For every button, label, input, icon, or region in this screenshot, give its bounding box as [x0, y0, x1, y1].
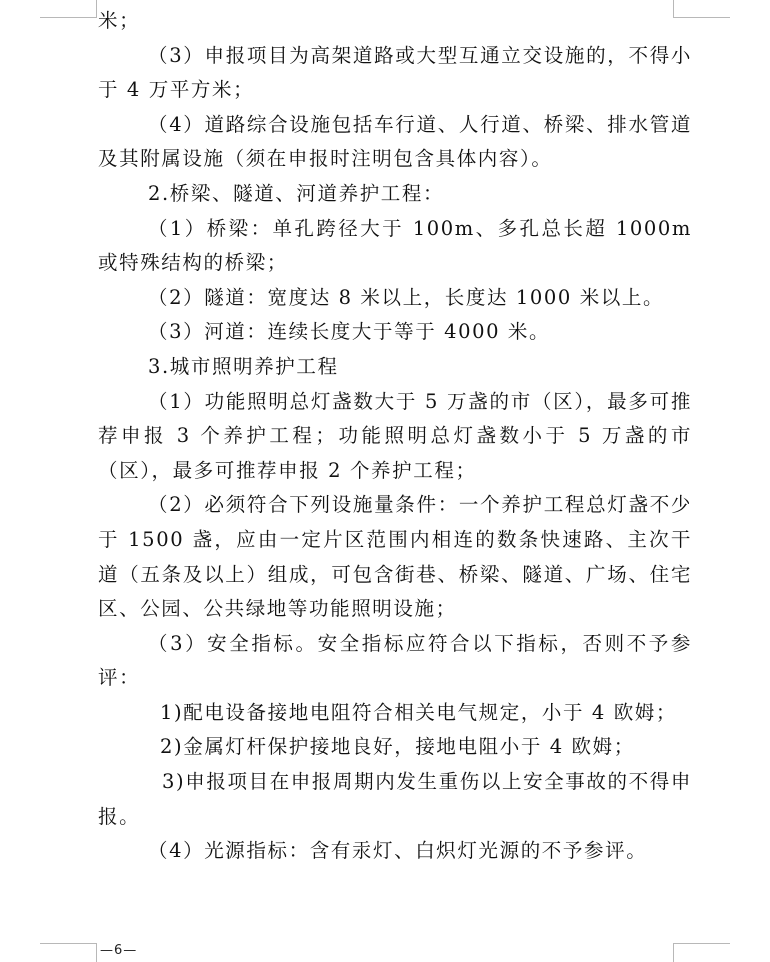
paragraph: 2.桥梁、隧道、河道养护工程： — [148, 181, 445, 205]
paragraph: （2）隧道：宽度达 8 米以上，长度达 1000 米以上。 — [148, 285, 665, 309]
paragraph: （3）河道：连续长度大于等于 4000 米。 — [148, 320, 551, 344]
paragraph: （1）桥梁：单孔跨径大于 100m、多孔总长超 1000m 或特殊结构的桥梁； — [98, 216, 692, 275]
document-body — [98, 4, 692, 869]
crop-mark-top-left — [40, 0, 97, 18]
paragraph: 2)金属灯杆保护接地良好，接地电阻小于 4 欧姆； — [160, 735, 635, 759]
paragraph: （4）道路综合设施包括车行道、人行道、桥梁、排水管道及其附属设施（须在申报时注明包含具体内容）。 — [98, 112, 692, 171]
paragraph: （4）光源指标：含有汞灯、白炽灯光源的不予参评。 — [148, 839, 648, 863]
crop-mark-bottom-right — [673, 943, 730, 962]
paragraph: 1)配电设备接地电阻符合相关电气规定，小于 4 欧姆； — [160, 700, 678, 724]
paragraph: （1）功能照明总灯盏数大于 5 万盏的市（区），最多可推荐申报 3 个养护工程；功能照明总灯盏数小于 5 万盏的市（区），最多可推荐申报 2 个养护工程； — [98, 389, 692, 482]
paragraph: （3）安全指标。安全指标应符合以下指标，否则不予参评： — [98, 631, 692, 690]
page-number: —6— — [100, 943, 138, 958]
paragraph: 3.城市照明养护工程 — [148, 354, 339, 378]
crop-mark-bottom-left — [40, 943, 97, 962]
paragraph: （2）必须符合下列设施量条件：一个养护工程总灯盏不少于 1500 盏，应由一定片区范围内相连的数条快速路、主次干道（五条及以上）组成，可包含街巷、桥梁、隧道、广场、住宅区、公园、公共绿地等功能照明设施； — [98, 493, 692, 621]
paragraph: 米； — [98, 9, 141, 32]
paragraph: 3)申报项目在申报周期内发生重伤以上安全事故的不得申报。 — [98, 770, 692, 828]
paragraph: （3）申报项目为高架道路或大型互通立交设施的，不得小于 4 万平方米； — [98, 43, 692, 102]
